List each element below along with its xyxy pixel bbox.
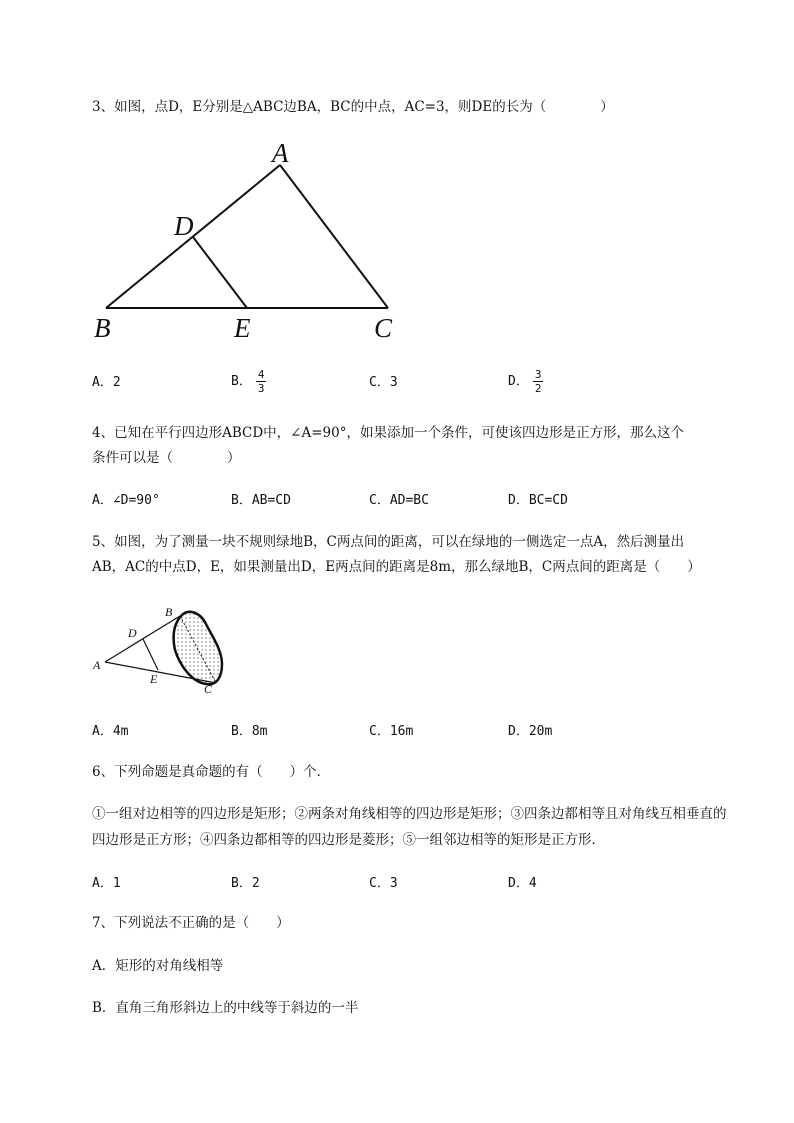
label-a: A [272, 138, 289, 168]
green-area-figure [88, 600, 238, 700]
q3-option-b-fraction [256, 368, 267, 395]
question-5-stem-line1: 5、如图，为了测量一块不规则绿地B，C两点间的距离，可以在绿地的一侧选定一点A，然后测量出 [92, 534, 685, 550]
label-c: C [374, 313, 393, 343]
q6-option-b[interactable]: B．2 [231, 876, 260, 891]
q3-option-a[interactable]: A．2 [92, 375, 121, 390]
q6-option-a[interactable]: A．1 [92, 876, 121, 891]
q3-option-b[interactable] [231, 368, 266, 395]
label-a: A [93, 658, 101, 672]
segment-de [193, 237, 247, 308]
segment-ac [280, 165, 388, 308]
q7-option-b[interactable]: B．直角三角形斜边上的中线等于斜边的一半 [92, 1000, 359, 1016]
label-e: E [234, 313, 251, 343]
question-6-stem: 6、下列命题是真命题的有（ ）个． [92, 764, 331, 780]
label-b: B [94, 313, 111, 343]
q3-option-c[interactable]: C．3 [369, 375, 398, 390]
label-b: B [165, 605, 173, 619]
q4-option-c[interactable]: C．AD=BC [369, 493, 429, 508]
segment-ab [105, 616, 180, 662]
question-7-stem: 7、下列说法不正确的是（ ） [92, 915, 290, 931]
fraction-denominator: 3 [257, 382, 265, 395]
segment-de [143, 639, 158, 670]
question-4-stem-line1: 4、已知在平行四边形ABCD中，∠A=90°，如果添加一个条件，可使该四边形是正方形，那么这个 [92, 425, 684, 441]
label-d: D [174, 211, 194, 241]
q5-option-b[interactable]: B．8m [231, 724, 268, 739]
triangle-figure [88, 135, 418, 345]
q3-option-d-fraction [533, 368, 544, 395]
q5-option-a[interactable]: A．4m [92, 724, 129, 739]
q6-option-d[interactable]: D．4 [508, 876, 537, 891]
question-4-stem-line2: 条件可以是（ ） [92, 450, 241, 466]
q7-option-a[interactable]: A．矩形的对角线相等 [92, 958, 224, 974]
fraction-numerator: 4 [257, 368, 265, 381]
question-5-stem-line2: AB，AC的中点D，E，如果测量出D，E两点间的距离是8m，那么绿地B，C两点间的距离是（ ） [92, 559, 701, 575]
q4-option-b[interactable]: B．AB=CD [231, 493, 291, 508]
q3-option-d[interactable] [508, 368, 543, 395]
q5-option-d[interactable]: D．20m [508, 724, 553, 739]
label-d: D [128, 626, 137, 640]
fraction-numerator: 3 [534, 368, 542, 381]
label-e: E [150, 672, 158, 686]
irregular-green-area [174, 612, 222, 684]
q4-option-d[interactable]: D．BC=CD [508, 493, 568, 508]
q3-option-b-prefix: B． [231, 374, 252, 389]
question-3-stem: 3、如图，点D，E分别是△ABC边BA，BC的中点，AC=3，则DE的长为（ ） [92, 99, 614, 115]
q6-option-c[interactable]: C．3 [369, 876, 398, 891]
q3-option-d-prefix: D． [508, 374, 529, 389]
q4-option-a[interactable]: A．∠D=90° [92, 493, 160, 508]
label-c: C [204, 682, 213, 696]
fraction-denominator: 2 [534, 382, 542, 395]
question-6-statements: ①一组对边相等的四边形是矩形；②两条对角线相等的四边形是矩形；③四条边都相等且对角线互相垂直的四边形是正方形；④四条边都相等的四边形是菱形；⑤一组邻边相等的矩形是正方形． [92, 806, 727, 848]
q5-option-c[interactable]: C．16m [369, 724, 414, 739]
